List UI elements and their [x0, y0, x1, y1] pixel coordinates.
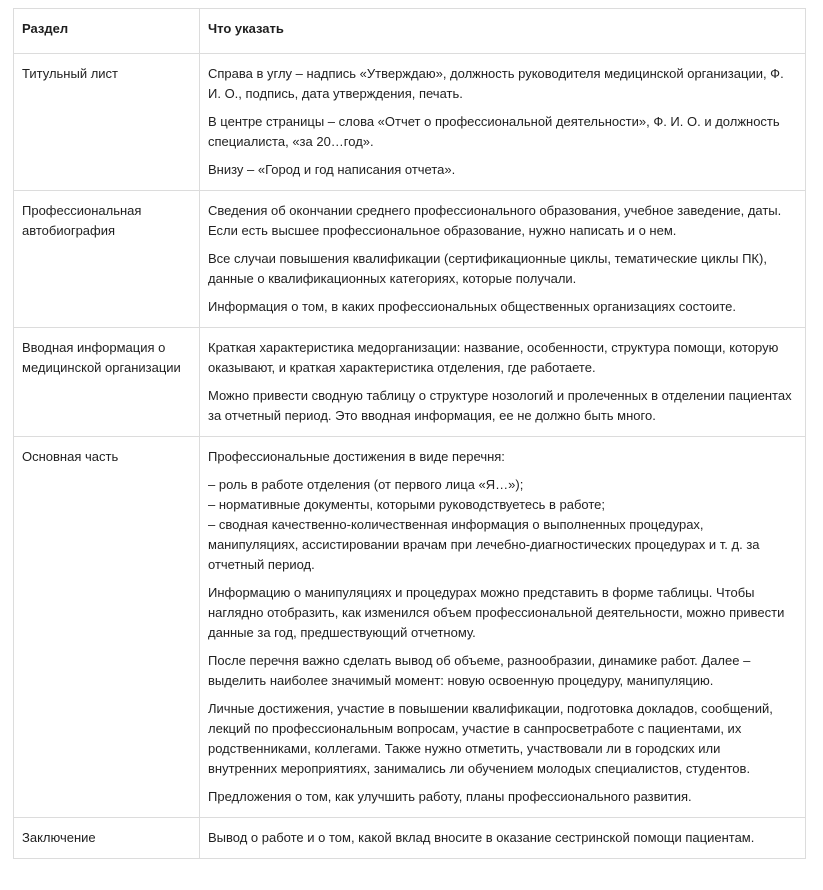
table-row [14, 818, 806, 859]
row-paragraph: Все случаи повышения квалификации (сертификационные циклы, тематические циклы ПК), данные о квалификационных категориях, которые получали. [208, 251, 767, 286]
row-paragraph: Сведения об окончании среднего профессионального образования, учебное заведение, даты. Если есть высшее профессиональное образование, нужно написать и о нем. [208, 203, 782, 238]
row-content [200, 328, 806, 437]
header-section: Раздел [14, 9, 200, 54]
row-paragraph: После перечня важно сделать вывод об объеме, разнообразии, динамике работ. Далее – выделить наиболее значимый момент: новую освоенную процедуру, манипуляцию. [208, 653, 751, 688]
row-section-title: Профессиональная автобиография [14, 191, 200, 328]
row-paragraph: Вывод о работе и о том, какой вклад вносите в оказание сестринской помощи пациентам. [208, 830, 755, 845]
header-what-to-specify: Что указать [200, 9, 806, 54]
row-section-title: Титульный лист [14, 54, 200, 191]
row-content [200, 437, 806, 818]
row-section-title: Заключение [14, 818, 200, 859]
row-section-title: Вводная информация о медицинской организации [14, 328, 200, 437]
row-section-title: Основная часть [14, 437, 200, 818]
table-row [14, 437, 806, 818]
row-paragraph: Информация о том, в каких профессиональных общественных организациях состоите. [208, 299, 737, 314]
row-paragraph: Профессиональные достижения в виде перечня: [208, 449, 505, 464]
row-paragraph: Справа в углу – надпись «Утверждаю», должность руководителя медицинской организации, Ф. И. О., подпись, дата утверждения, печать. [208, 66, 784, 101]
row-paragraph: Внизу – «Город и год написания отчета». [208, 162, 456, 177]
row-paragraph: Личные достижения, участие в повышении квалификации, подготовка докладов, сообщений, лекций по профессиональным вопросам, участие в санпросветработе с пациентами, их родственниками, коллегами. Также нужно отметить, участвовали ли в городских или внутренних мероприятиях, занимались ли обучением молодых специалистов, студентов. [208, 701, 773, 776]
row-content [200, 191, 806, 328]
row-paragraph: Предложения о том, как улучшить работу, планы профессионального развития. [208, 789, 692, 804]
table-row [14, 191, 806, 328]
table-header-row [14, 9, 806, 54]
row-content [200, 818, 806, 859]
row-paragraph: Краткая характеристика медорганизации: название, особенности, структура помощи, которую оказывают, и краткая характеристика отделения, где работаете. [208, 340, 779, 375]
row-paragraph: Информацию о манипуляциях и процедурах можно представить в форме таблицы. Чтобы наглядно отобразить, как изменился объем профессиональной деятельности, можно привести данные за год, предшествующий отчетному. [208, 585, 785, 640]
report-structure-table [13, 8, 806, 859]
table-row [14, 54, 806, 191]
row-paragraph: Можно привести сводную таблицу о структуре нозологий и пролеченных в отделении пациентах за отчетный период. Это вводная информация, ее не должно быть много. [208, 388, 792, 423]
table-row [14, 328, 806, 437]
row-content [200, 54, 806, 191]
row-bullet-list: – роль в работе отделения (от первого лица «Я…»); – нормативные документы, которыми руководствуетесь в работе; – сводная качественно-количественная информация о выполненных процедурах, манипуляциях, ассистировании врачам при лечебно-диагностических процедурах и т. д. за отчетный период. [208, 477, 760, 572]
row-paragraph: В центре страницы – слова «Отчет о профессиональной деятельности», Ф. И. О. и должность специалиста, «за 20…год». [208, 114, 780, 149]
